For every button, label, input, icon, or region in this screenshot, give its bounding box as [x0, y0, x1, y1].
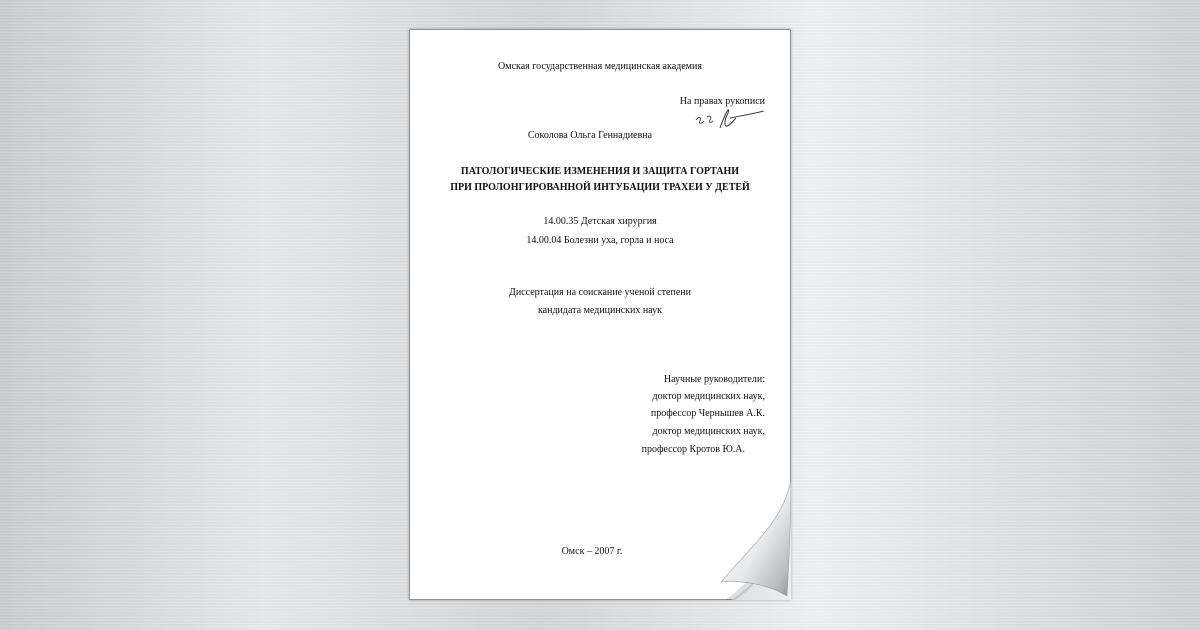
degree-line-1: Диссертация на соискание ученой степени [509, 287, 691, 298]
title-line-2: ПРИ ПРОЛОНГИРОВАННОЙ ИНТУБАЦИИ ТРАХЕИ У ДЕТЕЙ [450, 182, 750, 193]
institution-name: Омская государственная медицинская академия [498, 61, 702, 72]
supervisor-line-2: профессор Чернышев А.К. [650, 408, 765, 419]
place-year: Омск – 2007 г. [561, 546, 623, 557]
manuscript-note: На правах рукописи [679, 96, 765, 107]
document-page [409, 29, 791, 600]
handwritten-signature [690, 106, 770, 132]
supervisor-line-4: профессор Кротов Ю.А. [641, 444, 745, 455]
specialty-2: 14.00.04 Болезни уха, горла и носа [526, 235, 674, 246]
supervisors-heading: Научные руководители: [663, 374, 765, 385]
specialty-1: 14.00.35 Детская хирургия [543, 216, 657, 227]
supervisor-line-3: доктор медицинских наук, [652, 426, 765, 437]
supervisor-line-1: доктор медицинских наук, [652, 391, 765, 402]
title-line-1: ПАТОЛОГИЧЕСКИЕ ИЗМЕНЕНИЯ И ЗАЩИТА ГОРТАНИ [460, 166, 740, 177]
author-name: Соколова Ольга Геннадиевна [527, 130, 653, 141]
page-curl [691, 460, 791, 600]
degree-line-2: кандидата медицинских наук [537, 305, 663, 316]
